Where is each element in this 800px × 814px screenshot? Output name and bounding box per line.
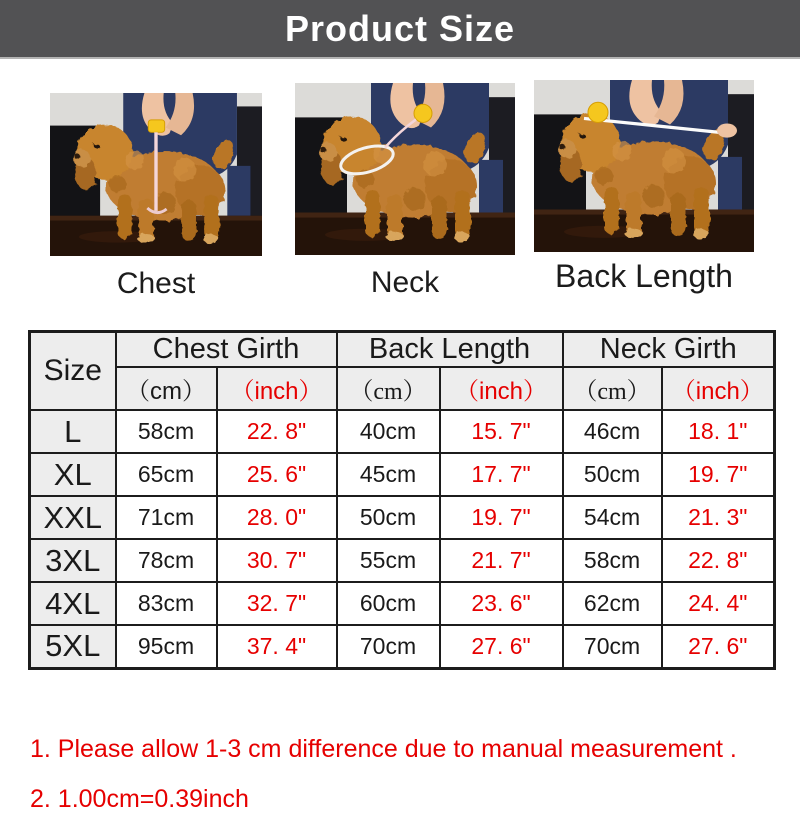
- chest-inch-cell: 32. 7": [217, 582, 337, 625]
- back-cm-cell: 40cm: [337, 410, 440, 453]
- table-row: [30, 625, 775, 668]
- neck-inch-cell: 22. 8": [662, 539, 775, 582]
- tape-measure-icon: [588, 102, 608, 122]
- chest-inch-cell: 22. 8": [217, 410, 337, 453]
- measurement-note: 1. Please allow 1-3 cm difference due to manual measurement .: [30, 735, 737, 763]
- photo-label-neck: Neck: [370, 266, 440, 299]
- unit-header-back-cm: （cm）: [337, 367, 440, 410]
- col-header-chest-girth: Chest Girth: [116, 332, 337, 368]
- chest-cm-cell: 71cm: [116, 496, 217, 539]
- back-cm-cell: 50cm: [337, 496, 440, 539]
- back-inch-cell: 19. 7": [440, 496, 563, 539]
- neck-inch-cell: 27. 6": [662, 625, 775, 668]
- neck-cm-cell: 54cm: [563, 496, 662, 539]
- back-inch-cell: 21. 7": [440, 539, 563, 582]
- chest-cm-cell: 95cm: [116, 625, 217, 668]
- table-row: [30, 453, 775, 496]
- neck-cm-cell: 50cm: [563, 453, 662, 496]
- size-chart-table: [28, 330, 776, 670]
- table-row: [30, 539, 775, 582]
- back-cm-cell: 60cm: [337, 582, 440, 625]
- unit-header-neck-inch: （inch）: [662, 367, 775, 410]
- neck-inch-cell: 19. 7": [662, 453, 775, 496]
- size-cell: 5XL: [30, 625, 116, 668]
- col-header-neck-girth: Neck Girth: [563, 332, 775, 368]
- size-cell: 3XL: [30, 539, 116, 582]
- size-cell: L: [30, 410, 116, 453]
- col-header-back-length: Back Length: [337, 332, 563, 368]
- size-cell: XXL: [30, 496, 116, 539]
- size-cell: 4XL: [30, 582, 116, 625]
- table-row: [30, 496, 775, 539]
- dog-chest-measure-illustration: [50, 93, 262, 256]
- dog-neck-measure-illustration: [295, 83, 515, 255]
- neck-cm-cell: 62cm: [563, 582, 662, 625]
- back-inch-cell: 15. 7": [440, 410, 563, 453]
- neck-inch-cell: 21. 3": [662, 496, 775, 539]
- tape-measure-icon: [414, 104, 432, 122]
- back-inch-cell: 27. 6": [440, 625, 563, 668]
- neck-inch-cell: 24. 4": [662, 582, 775, 625]
- unit-header-neck-cm: （cm）: [563, 367, 662, 410]
- unit-header-chest-inch: （inch）: [217, 367, 337, 410]
- chest-inch-cell: 25. 6": [217, 453, 337, 496]
- back-inch-cell: 17. 7": [440, 453, 563, 496]
- chest-cm-cell: 78cm: [116, 539, 217, 582]
- photo-neck-measurement: [295, 83, 515, 300]
- photo-chest-measurement: [50, 93, 262, 301]
- conversion-note: 2. 1.00cm=0.39inch: [30, 785, 249, 813]
- page-title: Product Size: [284, 7, 516, 49]
- tape-measure-icon: [148, 120, 164, 132]
- back-inch-cell: 23. 6": [440, 582, 563, 625]
- photo-label-chest: Chest: [116, 267, 196, 300]
- chest-inch-cell: 28. 0": [217, 496, 337, 539]
- photo-label-back-length: Back Length: [555, 258, 733, 294]
- neck-cm-cell: 58cm: [563, 539, 662, 582]
- neck-cm-cell: 70cm: [563, 625, 662, 668]
- photo-back-length-measurement: [534, 80, 754, 295]
- back-cm-cell: 45cm: [337, 453, 440, 496]
- unit-header-chest-cm: （cm）: [116, 367, 217, 410]
- chest-inch-cell: 30. 7": [217, 539, 337, 582]
- unit-header-back-inch: （inch）: [440, 367, 563, 410]
- neck-inch-cell: 18. 1": [662, 410, 775, 453]
- chest-cm-cell: 65cm: [116, 453, 217, 496]
- chest-cm-cell: 83cm: [116, 582, 217, 625]
- chest-cm-cell: 58cm: [116, 410, 217, 453]
- dog-back-length-measure-illustration: [534, 80, 754, 252]
- size-cell: XL: [30, 453, 116, 496]
- neck-cm-cell: 46cm: [563, 410, 662, 453]
- back-cm-cell: 70cm: [337, 625, 440, 668]
- col-header-size: Size: [30, 332, 116, 411]
- header-banner: [0, 0, 800, 59]
- back-cm-cell: 55cm: [337, 539, 440, 582]
- table-row: [30, 582, 775, 625]
- chest-inch-cell: 37. 4": [217, 625, 337, 668]
- table-row: [30, 410, 775, 453]
